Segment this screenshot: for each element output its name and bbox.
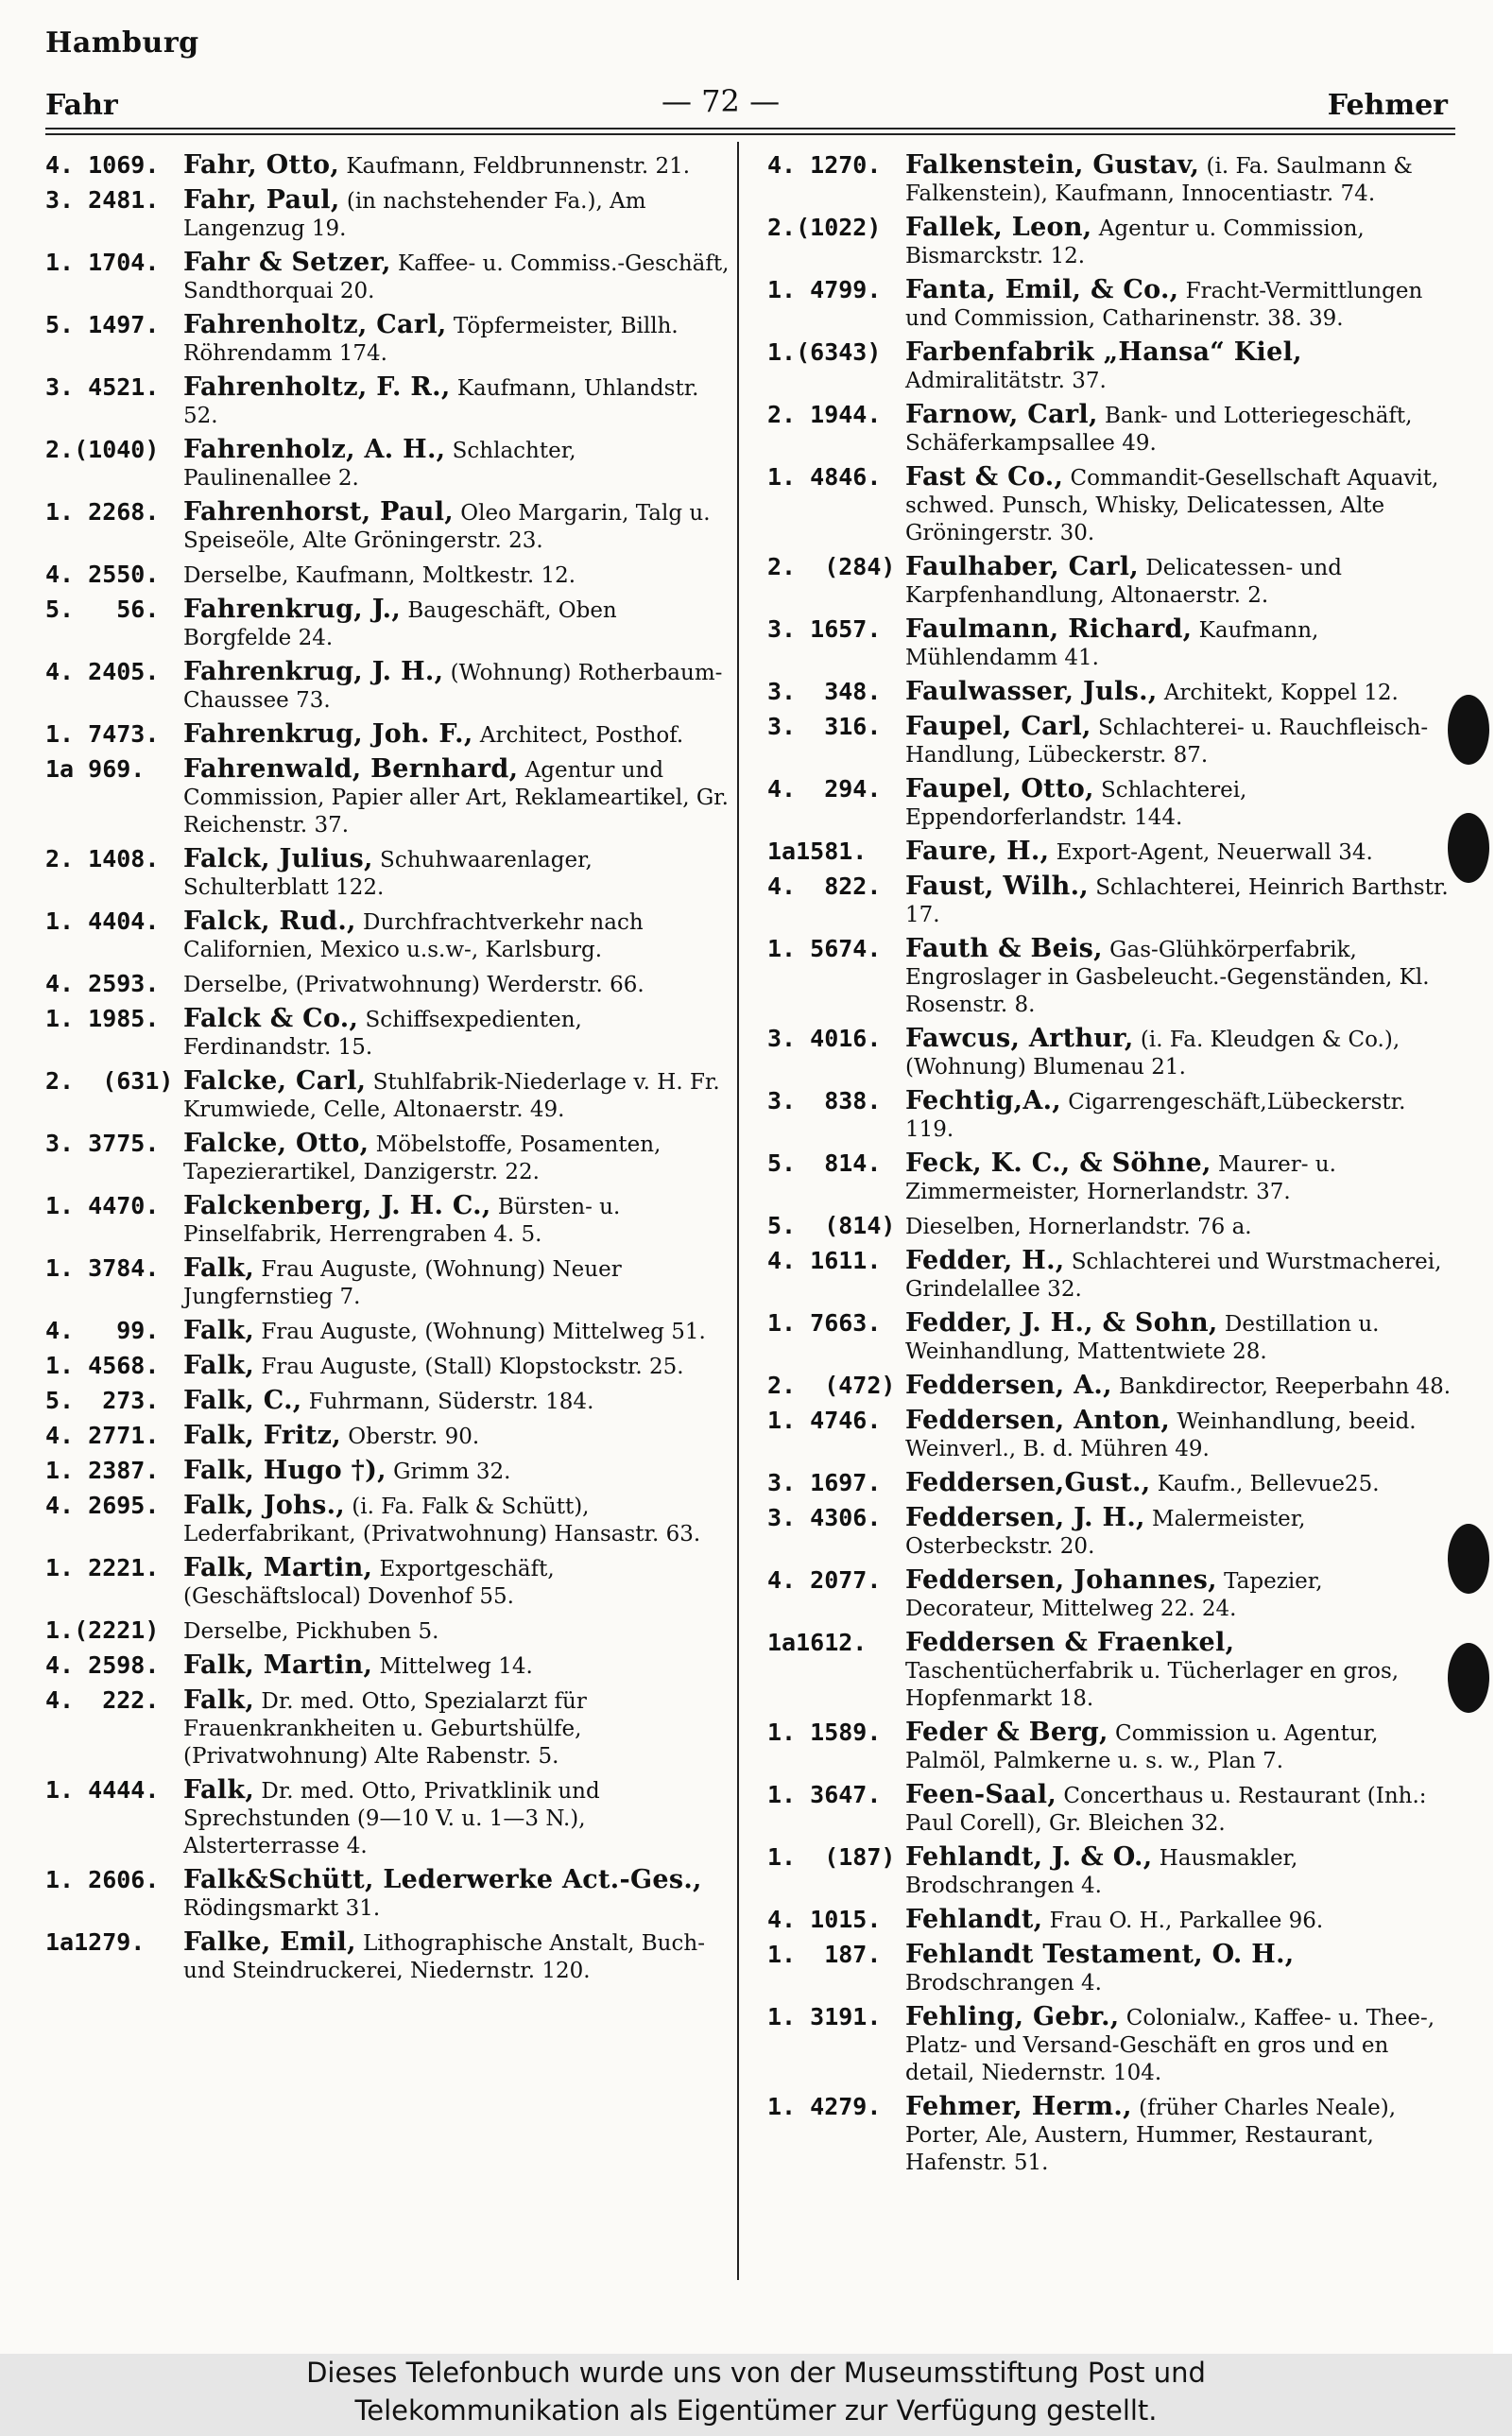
subscriber-details: Mittelweg 14. [372,1654,533,1679]
subscriber-name: Feder & Berg, [905,1718,1108,1747]
subscriber-details: Hausmakler, Brodschrangen 4. [905,1846,1298,1898]
directory-entry [45,1130,730,1186]
subscriber-name: Falcke, Otto, [183,1129,369,1158]
subscriber-details: (i. Fa. Saulmann & Falkenstein), Kaufmann, Innocentiastr. 74. [905,154,1413,206]
phone-number: 4. 2593. [45,970,160,997]
directory-entry [767,678,1452,707]
directory-entry [767,1566,1452,1623]
subscriber-name: Fahr, Otto, [183,150,340,180]
subscriber-name: Farnow, Carl, [905,400,1098,429]
phone-number: 5. 814. [767,1149,882,1177]
subscriber-details: Schlachterei, Eppendorferlandstr. 144. [905,778,1247,830]
directory-entry [45,1005,730,1062]
subscriber-name: Fedder, H., [905,1246,1065,1275]
phone-number: 4. 294. [767,775,882,803]
subscriber-name: Fahrenkrug, Joh. F., [183,719,473,749]
subscriber-details: Agentur und Commission, Papier aller Art, Reklameartikel, Gr. Reichenstr. 37. [183,758,729,838]
phone-number: 4. 1015. [767,1906,882,1933]
phone-number: 1a 969. [45,755,146,783]
subscriber-details: Grimm 32. [386,1460,511,1484]
phone-number: 3. 1657. [767,615,882,643]
directory-entry [767,1629,1452,1713]
subscriber-name: Faust, Wilh., [905,872,1089,901]
subscriber-details: Export-Agent, Neuerwall 34. [1049,840,1373,865]
subscriber-details: Commission u. Agentur, Palmöl, Palmkerne u. s. w., Plan 7. [905,1721,1379,1773]
subscriber-name: Fahrenwald, Bernhard, [183,754,519,784]
subscriber-details: Brodschrangen 4. [905,1971,1102,1995]
phone-number: 4. 822. [767,872,882,900]
directory-entry [767,713,1452,769]
phone-number: 2.(1022) [767,214,882,241]
phone-number: 1. 2221. [45,1554,160,1581]
subscriber-details: Frau Auguste, (Wohnung) Neuer Jungfernstieg 7. [183,1257,622,1309]
subscriber-details: Dr. med. Otto, Spezialarzt für Frauenkrankheiten u. Geburtshülfe, (Privatwohnung) Alte Rabenstr. 5. [183,1689,587,1769]
subscriber-details: (i. Fa. Falk & Schütt), Lederfabrikant, (Privatwohnung) Hansastr. 63. [183,1494,701,1546]
subscriber-name: Fahrenholtz, F. R., [183,372,451,402]
subscriber-name: Fedder, J. H., & Sohn, [905,1308,1218,1338]
phone-number: 1. (187) [767,1843,896,1871]
directory-entry [767,935,1452,1019]
phone-number: 4. 1069. [45,151,160,179]
directory-entry [45,658,730,715]
phone-number: 4. 222. [45,1686,160,1714]
phone-number: 3. 1697. [767,1469,882,1496]
subscriber-details: Colonialw., Kaffee- u. Thee-, Platz- und Versand-Geschäft en gros und en detail, Niedernstr. 104. [905,2006,1435,2085]
phone-number: 1. 4444. [45,1776,160,1804]
subscriber-details: Malermeister, Osterbeckstr. 20. [905,1507,1306,1559]
subscriber-details: Schlachterei- u. Rauchfleisch-Handlung, Lübeckerstr. 87. [905,716,1429,768]
subscriber-details: (i. Fa. Kleudgen & Co.), (Wohnung) Blumenau 21. [905,1028,1400,1080]
directory-entry [45,596,730,652]
directory-entry [767,1941,1452,1997]
subscriber-name: Fallek, Leon, [905,213,1092,242]
subscriber-details: Schlachterei, Heinrich Barthstr. 17. [905,875,1449,927]
subscriber-details: Delicatessen- und Karpfenhandlung, Altonaerstr. 2. [905,556,1342,608]
subscriber-name: Farbenfabrik „Hansa“ Kiel, [905,337,1302,367]
directory-entry [767,615,1452,672]
directory-entry [45,1616,730,1646]
phone-number: 1. 3784. [45,1254,160,1282]
subscriber-details: Schiffsexpedienten, Ferdinandstr. 15. [183,1008,582,1060]
subscriber-name: Feddersen, Anton, [905,1406,1171,1435]
directory-entry [767,338,1452,395]
directory-entry [45,845,730,902]
subscriber-details: Maurer- u. Zimmermeister, Hornerlandstr. 37. [905,1152,1336,1204]
subscriber-name: Falk, [183,1253,255,1283]
subscriber-name: Fahrenhorst, Paul, [183,497,454,527]
subscriber-name: Feddersen & Fraenkel, [905,1628,1235,1657]
directory-entry [767,1025,1452,1081]
directory-entry [767,838,1452,867]
phone-number: 1.(6343) [767,338,882,366]
directory-entry [767,2003,1452,2087]
directory-entry [45,436,730,492]
directory-entry [45,755,730,839]
subscriber-name: Falck & Co., [183,1004,359,1033]
subscriber-details: Frau Auguste, (Stall) Klopstockstr. 25. [254,1355,684,1379]
subscriber-details: Admiralitätstr. 37. [905,369,1107,393]
header-last-entry: Fehmer [1327,89,1448,122]
subscriber-details: Oleo Margarin, Talg u. Speiseöle, Alte Gröningerstr. 23. [183,501,711,553]
directory-entry [767,401,1452,458]
subscriber-name: Falk, Hugo †), [183,1456,387,1485]
phone-number: 1. 4279. [767,2093,882,2120]
phone-number: 4. 2405. [45,658,160,685]
phone-number: 1. 4470. [45,1192,160,1219]
phone-number: 3. 348. [767,678,882,705]
directory-entry [767,1087,1452,1144]
phone-number: 1. 5674. [767,935,882,962]
directory-entry [45,1352,730,1381]
phone-number: 2. (631) [45,1067,174,1095]
phone-number: 3. 4016. [767,1025,882,1052]
directory-entry [767,1212,1452,1241]
phone-number: 3. 2481. [45,186,160,214]
directory-entry [767,1407,1452,1463]
subscriber-details: Oberstr. 90. [340,1425,480,1449]
directory-entry [45,1317,730,1346]
phone-number: 5. 56. [45,596,160,623]
phone-number: 1. 3191. [767,2003,882,2030]
subscriber-details: Exportgeschäft, (Geschäftslocal) Dovenhof 55. [183,1557,555,1609]
subscriber-details: Möbelstoffe, Posamenten, Tapezierartikel, Danzigerstr. 22. [183,1132,662,1184]
directory-entry [45,1192,730,1249]
subscriber-details: Agentur u. Commission, Bismarckstr. 12. [905,216,1365,268]
phone-number: 3. 4521. [45,373,160,401]
subscriber-details: Taschentücherfabrik u. Tücherlager en gros, Hopfenmarkt 18. [905,1659,1400,1711]
subscriber-details: Schlachterei und Wurstmacherei, Grindelallee 32. [905,1250,1442,1302]
subscriber-details: Lithographische Anstalt, Buch- und Steindruckerei, Niedernstr. 120. [183,1931,705,1983]
subscriber-name: Fahrenkrug, J. H., [183,657,444,686]
subscriber-name: Fehlandt, J. & O., [905,1842,1153,1872]
subscriber-name: Fahrenkrug, J., [183,595,402,624]
phone-number: 1. 4799. [767,276,882,303]
directory-entry [45,1866,730,1923]
phone-number: 5. (814) [767,1212,896,1239]
phone-number: 3. 838. [767,1087,882,1114]
directory-entry [767,1149,1452,1206]
subscriber-details: (früher Charles Neale), Porter, Ale, Austern, Hummer, Restaurant, Hafenstr. 51. [905,2096,1397,2175]
subscriber-name: Feck, K. C., & Söhne, [905,1149,1211,1178]
directory-entry [45,970,730,999]
phone-number: 4. 2598. [45,1651,160,1679]
subscriber-name: Faure, H., [905,837,1050,866]
subscriber-details: Gas-Glühkörperfabrik, Engroslager in Gasbeleucht.-Gegenständen, Kl. Rosenstr. 8. [905,938,1430,1017]
subscriber-name: Fehmer, Herm., [905,2092,1132,2121]
subscriber-name: Feen-Saal, [905,1780,1057,1809]
phone-number: 4. 1611. [767,1247,882,1274]
directory-entry [45,1492,730,1548]
directory-entry [767,1719,1452,1775]
subscriber-name: Fechtig,A., [905,1086,1061,1115]
subscriber-name: Fahr, Paul, [183,185,340,215]
directory-entry [767,151,1452,208]
subscriber-name: Falckenberg, J. H. C., [183,1191,491,1220]
subscriber-details: (in nachstehender Fa.), Am Langenzug 19. [183,189,646,241]
subscriber-details: Schuhwaarenlager, Schulterblatt 122. [183,848,593,900]
footer-notice [0,2354,1512,2436]
subscriber-name: Falk, [183,1316,255,1345]
directory-entry [767,1469,1452,1498]
city-heading: Hamburg [45,26,199,60]
subscriber-name: Fehling, Gebr., [905,2002,1120,2031]
subscriber-name: Feddersen, A., [905,1371,1112,1400]
subscriber-details: Kaufmann, Mühlendamm 41. [905,618,1319,670]
directory-entry [767,1372,1452,1401]
directory-entry [45,186,730,243]
directory-entry [45,1387,730,1416]
subscriber-details: Architekt, Koppel 12. [1157,681,1399,705]
directory-entry [767,872,1452,929]
subscriber-details: Derselbe, Kaufmann, Moltkestr. 12. [183,563,576,588]
header-rule-top [45,128,1455,130]
subscriber-name: Falk, Fritz, [183,1421,341,1450]
subscriber-details: Fracht-Vermittlungen und Commission, Catharinenstr. 38. 39. [905,279,1423,331]
footer-line: Dieses Telefonbuch wurde uns von der Museumsstiftung Post und [306,2357,1206,2389]
subscriber-details: Architect, Posthof. [472,723,684,748]
subscriber-name: Falck, Rud., [183,907,356,936]
directory-entry [45,1067,730,1124]
phone-number: 2.(1040) [45,436,160,463]
subscriber-name: Falk, C., [183,1386,302,1415]
subscriber-details: Derselbe, Pickhuben 5. [183,1619,439,1644]
phone-number: 4. 2771. [45,1422,160,1449]
subscriber-details: Durchfrachtverkehr nach Californien, Mexico u.s.w-, Karlsburg. [183,910,644,962]
subscriber-details: Weinhandlung, beeid. Weinverl., B. d. Mühren 49. [905,1409,1417,1461]
subscriber-details: Bürsten- u. Pinselfabrik, Herrengraben 4. 5. [183,1195,621,1247]
directory-entry [45,1254,730,1311]
subscriber-name: Falck, Julius, [183,844,373,873]
header-first-entry: Fahr [45,89,118,122]
directory-entry [45,498,730,555]
directory-entry [45,561,730,590]
directory-entry [767,1504,1452,1561]
subscriber-details: Concerthaus u. Restaurant (Inh.: Paul Corell), Gr. Bleichen 32. [905,1784,1427,1836]
subscriber-details: Stuhlfabrik-Niederlage v. H. Fr. Krumwiede, Celle, Altonaerstr. 49. [183,1070,720,1122]
phone-number: 2. (284) [767,553,896,580]
phone-number: 3. 4306. [767,1504,882,1531]
subscriber-name: Feddersen, Johannes, [905,1565,1217,1595]
page-number: — 72 — [662,83,781,119]
subscriber-details: Kaufm., Bellevue25. [1150,1472,1380,1496]
subscriber-name: Falk, [183,1685,255,1715]
phone-number: 1. 4404. [45,907,160,935]
binder-hole [1448,695,1489,765]
phone-number: 5. 273. [45,1387,160,1414]
directory-entry [45,1928,730,1985]
subscriber-name: Fast & Co., [905,462,1064,492]
subscriber-details: Bankdirector, Reeperbahn 48. [1111,1374,1452,1399]
subscriber-name: Fawcus, Arthur, [905,1024,1134,1053]
directory-entry [767,775,1452,832]
phone-number: 1a1279. [45,1928,146,1956]
directory-entry [45,1686,730,1771]
subscriber-details: Kaufmann, Feldbrunnenstr. 21. [339,154,691,179]
directory-entry [45,1776,730,1860]
subscriber-name: Faulwasser, Juls., [905,677,1158,706]
directory-entry [767,214,1452,270]
binder-hole [1448,1524,1489,1594]
left-column [45,151,730,1991]
phone-number: 1. 1704. [45,249,160,276]
subscriber-details: Kaffee- u. Commiss.-Geschäft, Sandthorquai 20. [183,251,730,303]
subscriber-name: Fahrenholz, A. H., [183,435,446,464]
directory-entry [45,151,730,181]
subscriber-details: Frau Auguste, (Wohnung) Mittelweg 51. [254,1320,706,1344]
phone-number: 1. 2387. [45,1457,160,1484]
subscriber-name: Faupel, Otto, [905,774,1094,803]
binder-hole [1448,1643,1489,1713]
directory-entry [45,907,730,964]
subscriber-details: Frau O. H., Parkallee 96. [1042,1909,1324,1933]
directory-entry [45,1422,730,1451]
subscriber-details: Fuhrmann, Süderstr. 184. [301,1390,594,1414]
directory-entry [767,1247,1452,1304]
phone-number: 1. 2268. [45,498,160,526]
phone-number: 1a1612. [767,1629,868,1656]
subscriber-details: Rödingsmarkt 31. [183,1896,381,1921]
subscriber-name: Fehlandt, [905,1905,1043,1934]
directory-entry [45,720,730,750]
phone-number: 1. 3647. [767,1781,882,1808]
subscriber-name: Fehlandt Testament, O. H., [905,1940,1295,1969]
phone-number: 1.(2221) [45,1616,160,1644]
subscriber-name: Falk&Schütt, Lederwerke Act.-Ges., [183,1865,702,1894]
directory-entry [767,2093,1452,2177]
directory-entry [767,1781,1452,1838]
phone-number: 4. 2550. [45,561,160,588]
subscriber-name: Fahrenholtz, Carl, [183,310,447,339]
subscriber-name: Fauth & Beis, [905,934,1103,963]
column-divider [737,142,739,2280]
subscriber-details: Bank- und Lotteriegeschäft, Schäferkampsallee 49. [905,404,1413,456]
subscriber-name: Falk, [183,1775,255,1805]
directory-entry [45,373,730,430]
subscriber-name: Feddersen,Gust., [905,1468,1151,1497]
subscriber-name: Falkenstein, Gustav, [905,150,1200,180]
phone-number: 2. (472) [767,1372,896,1399]
phone-number: 1a1581. [767,838,868,865]
phone-number: 1. 4746. [767,1407,882,1434]
directory-entry [767,1843,1452,1900]
subscriber-details: Töpfermeister, Billh. Röhrendamm 174. [183,314,679,366]
subscriber-details: Dieselben, Hornerlandstr. 76 a. [905,1215,1252,1239]
phone-number: 1. 187. [767,1941,882,1968]
phone-number: 1. 1985. [45,1005,160,1032]
phone-number: 2. 1944. [767,401,882,428]
binder-hole [1448,813,1489,883]
phone-number: 3. 3775. [45,1130,160,1157]
subscriber-name: Falk, [183,1351,255,1380]
phone-number: 1. 2606. [45,1866,160,1893]
phone-number: 4. 2695. [45,1492,160,1519]
subscriber-details: Tapezier, Decorateur, Mittelweg 22. 24. [905,1569,1323,1621]
subscriber-name: Fahr & Setzer, [183,248,391,277]
phone-number: 5. 1497. [45,311,160,338]
directory-entry [767,1906,1452,1935]
phone-number: 2. 1408. [45,845,160,872]
subscriber-name: Falke, Emil, [183,1927,356,1957]
directory-entry [45,249,730,305]
phone-number: 4. 1270. [767,151,882,179]
subscriber-name: Falk, Martin, [183,1650,373,1680]
subscriber-details: Baugeschäft, Oben Borgfelde 24. [183,598,617,650]
phone-number: 4. 99. [45,1317,160,1344]
phone-number: 3. 316. [767,713,882,740]
subscriber-name: Falk, Johs., [183,1491,345,1520]
phone-number: 1. 7473. [45,720,160,748]
directory-entry [45,311,730,368]
subscriber-name: Faulhaber, Carl, [905,552,1139,581]
subscriber-name: Falcke, Carl, [183,1066,367,1096]
subscriber-details: Derselbe, (Privatwohnung) Werderstr. 66. [183,973,644,997]
subscriber-details: Commandit-Gesellschaft Aquavit, schwed. Punsch, Whisky, Delicatessen, Alte Gröningerstr. 30. [905,466,1439,545]
subscriber-name: Fanta, Emil, & Co., [905,275,1179,304]
directory-entry [45,1457,730,1486]
subscriber-details: Destillation u. Weinhandlung, Mattentwiete 28. [905,1312,1380,1364]
subscriber-details: (Wohnung) Rotherbaum-Chaussee 73. [183,661,723,713]
footer-line: Telekommunikation als Eigentümer zur Verfügung gestellt. [354,2394,1158,2427]
subscriber-name: Feddersen, J. H., [905,1503,1145,1532]
subscriber-details: Kaufmann, Uhlandstr. 52. [183,376,699,428]
directory-entry [45,1554,730,1611]
subscriber-details: Cigarrengeschäft,Lübeckerstr. 119. [905,1090,1406,1142]
directory-entry [767,276,1452,333]
subscriber-details: Schlachter, Paulinenallee 2. [183,439,576,491]
subscriber-details: Dr. med. Otto, Privatklinik und Sprechstunden (9—10 V. u. 1—3 N.), Alsterterrasse 4. [183,1779,600,1858]
directory-entry [767,1309,1452,1366]
phone-number: 1. 4846. [767,463,882,491]
phone-number: 1. 7663. [767,1309,882,1337]
subscriber-name: Faupel, Carl, [905,712,1091,741]
header-rule-bottom [45,133,1455,135]
directory-entry [767,553,1452,610]
directory-entry [45,1651,730,1681]
phone-number: 1. 4568. [45,1352,160,1379]
phone-number: 4. 2077. [767,1566,882,1594]
right-column [767,151,1452,2183]
directory-entry [767,463,1452,547]
phone-number: 1. 1589. [767,1719,882,1746]
subscriber-name: Faulmann, Richard, [905,614,1193,644]
subscriber-name: Falk, Martin, [183,1553,373,1582]
